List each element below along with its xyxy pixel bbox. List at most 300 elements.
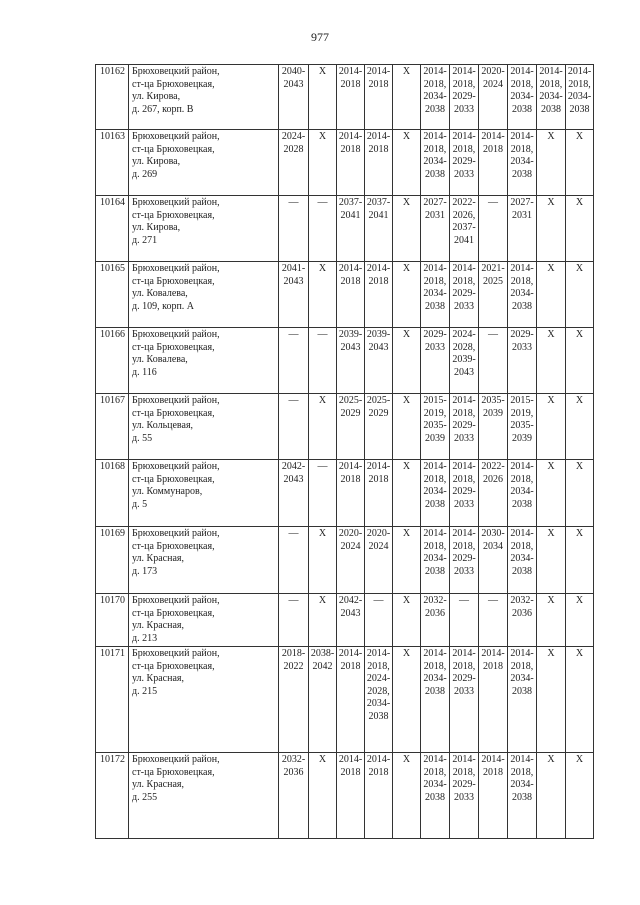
- period-cell-4: [365, 196, 393, 262]
- cell-line: 2025-: [366, 395, 391, 406]
- period-cell-10: [537, 394, 566, 460]
- address-cell: [129, 196, 279, 262]
- cell-line: 2014-: [366, 66, 391, 77]
- cell-line: 2014-: [510, 754, 534, 765]
- cell-line: 2038: [512, 685, 532, 697]
- cell-line: 2034-: [510, 673, 534, 684]
- cell-line: 2018,: [423, 660, 447, 672]
- cell-line: 2034-: [510, 91, 534, 102]
- period-cell-7: [450, 527, 479, 594]
- address-line: д. 271: [132, 234, 158, 246]
- cell-line: 2029-: [510, 329, 534, 340]
- period-cell-5: [393, 196, 421, 262]
- address-line: Брюховецкий район,: [132, 197, 220, 208]
- cell-line: 2039: [512, 432, 532, 444]
- cell-line: 2014-: [366, 131, 391, 142]
- cell-line: 2018: [483, 766, 503, 778]
- period-cell-7: [450, 262, 479, 328]
- cell-line: 2042: [312, 660, 333, 672]
- cell-line: 2014-: [452, 528, 476, 539]
- period-cell-11: [566, 262, 594, 328]
- cell-line: 2024-: [452, 329, 476, 340]
- address-line: д. 173: [132, 565, 158, 577]
- cell-line: X: [402, 648, 411, 659]
- cell-line: 2018,: [452, 473, 476, 485]
- cell-line: X: [575, 329, 584, 340]
- address-line: ул. Кирова,: [132, 156, 181, 167]
- address-line: ст-ца Брюховецкая,: [132, 209, 215, 221]
- period-cell-10: [537, 527, 566, 594]
- cell-line: 2014-: [338, 754, 363, 765]
- cell-line: X: [575, 263, 584, 274]
- address-line: д. 116: [132, 366, 157, 378]
- period-cell-11: [566, 394, 594, 460]
- cell-line: 2035-: [423, 420, 447, 431]
- cell-line: 2043: [283, 78, 304, 90]
- cell-line: 2032-: [281, 754, 306, 765]
- cell-line: —: [317, 329, 328, 340]
- period-cell-8: [479, 262, 508, 328]
- address-line: ул. Коммунаров,: [132, 486, 203, 497]
- cell-line: 2014-: [366, 648, 391, 659]
- cell-line: 2026,: [452, 209, 476, 221]
- table-row: [96, 196, 594, 262]
- period-cell-1: [279, 460, 309, 527]
- period-cell-9: [508, 394, 537, 460]
- object-number-cell: 10169: [96, 527, 129, 594]
- cell-line: 2021-: [481, 263, 505, 274]
- cell-line: 2018: [340, 473, 361, 485]
- cell-line: 2041: [340, 209, 361, 221]
- cell-line: —: [317, 461, 328, 472]
- period-cell-1: [279, 527, 309, 594]
- address-cell: [129, 328, 279, 394]
- period-cell-1: [279, 65, 309, 130]
- address-line: Брюховецкий район,: [132, 329, 220, 340]
- period-cell-3: [337, 527, 365, 594]
- cell-line: X: [402, 263, 411, 274]
- cell-line: —: [373, 595, 384, 606]
- address-line: д. 215: [132, 685, 158, 697]
- table-row: [96, 262, 594, 328]
- address-line: Брюховецкий район,: [132, 131, 220, 142]
- cell-line: 2039-: [452, 354, 476, 365]
- period-cell-8: [479, 594, 508, 647]
- address-line: ст-ца Брюховецкая,: [132, 766, 215, 778]
- cell-line: 2043: [368, 341, 389, 353]
- cell-line: X: [547, 461, 555, 472]
- cell-line: 2014-: [423, 754, 447, 765]
- address-line: ст-ца Брюховецкая,: [132, 407, 215, 419]
- period-cell-9: [508, 647, 537, 753]
- cell-line: 2018: [340, 275, 361, 287]
- table-row: [96, 328, 594, 394]
- cell-line: 2014-: [452, 461, 476, 472]
- cell-line: 2014-: [452, 395, 476, 406]
- table-row: [96, 130, 594, 196]
- cell-line: 2019,: [423, 407, 447, 419]
- period-cell-6: [421, 647, 450, 753]
- cell-line: 2029-: [452, 779, 476, 790]
- cell-line: 2038: [512, 791, 532, 803]
- cell-line: 2043: [283, 473, 304, 485]
- cell-line: 2022-: [452, 197, 476, 208]
- cell-line: 2028,: [452, 341, 476, 353]
- cell-line: 2014-: [338, 461, 363, 472]
- cell-line: 2036: [512, 607, 532, 619]
- cell-line: 2018,: [510, 660, 534, 672]
- period-cell-6: [421, 196, 450, 262]
- address-cell: [129, 394, 279, 460]
- cell-line: 2034-: [423, 553, 447, 564]
- cell-line: 2032-: [423, 595, 447, 606]
- cell-line: 2030-: [481, 528, 505, 539]
- cell-line: 2041-: [281, 263, 306, 274]
- cell-line: 2025: [483, 275, 503, 287]
- period-cell-2: [309, 394, 337, 460]
- cell-line: 2038: [425, 168, 445, 180]
- cell-line: 2014-: [338, 131, 363, 142]
- address-line: ст-ца Брюховецкая,: [132, 341, 215, 353]
- cell-line: 2029-: [452, 420, 476, 431]
- cell-line: 2038: [425, 565, 445, 577]
- cell-line: 2036: [425, 607, 445, 619]
- cell-line: 2018,: [423, 275, 447, 287]
- cell-line: 2018: [483, 660, 503, 672]
- cell-line: 2018,: [423, 766, 447, 778]
- cell-line: X: [547, 197, 555, 208]
- cell-line: 2038: [512, 168, 532, 180]
- cell-line: 2042-: [281, 461, 306, 472]
- period-cell-5: [393, 753, 421, 839]
- address-cell: [129, 527, 279, 594]
- period-cell-4: [365, 65, 393, 130]
- period-cell-2: [309, 460, 337, 527]
- cell-line: X: [402, 131, 411, 142]
- cell-line: 2018,: [423, 78, 447, 90]
- cell-line: 2014-: [423, 648, 447, 659]
- period-cell-6: [421, 65, 450, 130]
- period-cell-3: [337, 753, 365, 839]
- cell-line: 2014-: [452, 66, 476, 77]
- cell-line: X: [318, 66, 327, 77]
- cell-line: 2038: [368, 710, 389, 722]
- period-cell-4: [365, 594, 393, 647]
- cell-line: 2038: [425, 300, 445, 312]
- period-cell-11: [566, 196, 594, 262]
- period-cell-11: [566, 527, 594, 594]
- address-line: д. 255: [132, 791, 158, 803]
- cell-line: 2042-: [338, 595, 363, 606]
- address-line: Брюховецкий район,: [132, 461, 220, 472]
- address-cell: [129, 130, 279, 196]
- period-cell-5: [393, 647, 421, 753]
- cell-line: X: [547, 595, 555, 606]
- period-cell-7: [450, 196, 479, 262]
- address-line: ст-ца Брюховецкая,: [132, 275, 215, 287]
- object-number-cell: 10164: [96, 196, 129, 262]
- address-line: ул. Ковалева,: [132, 354, 188, 365]
- cell-line: 2018,: [452, 766, 476, 778]
- period-cell-9: [508, 196, 537, 262]
- cell-line: 2014-: [481, 131, 505, 142]
- cell-line: 2038: [569, 103, 590, 115]
- address-line: Брюховецкий район,: [132, 528, 220, 539]
- cell-line: 2018,: [568, 78, 591, 90]
- cell-line: 2034-: [366, 698, 391, 709]
- cell-line: 2018,: [510, 275, 534, 287]
- cell-line: 2018,: [452, 275, 476, 287]
- period-cell-3: [337, 328, 365, 394]
- period-cell-10: [537, 262, 566, 328]
- cell-line: X: [402, 528, 411, 539]
- period-cell-3: [337, 130, 365, 196]
- cell-line: 2032-: [510, 595, 534, 606]
- cell-line: 2018: [340, 766, 361, 778]
- address-line: д. 213: [132, 632, 158, 644]
- period-cell-4: [365, 130, 393, 196]
- table-row: [96, 647, 594, 753]
- cell-line: 2037-: [452, 222, 476, 233]
- cell-line: X: [575, 754, 584, 765]
- cell-line: X: [318, 131, 327, 142]
- cell-line: 2018,: [367, 660, 390, 672]
- cell-line: 2018,: [510, 540, 534, 552]
- cell-line: 2033: [454, 565, 474, 577]
- period-cell-2: [309, 527, 337, 594]
- cell-line: 2033: [454, 432, 474, 444]
- cell-line: 2031: [512, 209, 532, 221]
- address-cell: [129, 594, 279, 647]
- address-line: Брюховецкий район,: [132, 648, 220, 659]
- cell-line: X: [575, 131, 584, 142]
- period-cell-6: [421, 130, 450, 196]
- cell-line: 2018: [368, 275, 389, 287]
- cell-line: 2018,: [539, 78, 563, 90]
- cell-line: 2039-: [338, 329, 363, 340]
- cell-line: 2014-: [510, 528, 534, 539]
- period-cell-6: [421, 753, 450, 839]
- cell-line: 2024: [368, 540, 389, 552]
- period-cell-9: [508, 65, 537, 130]
- table-row: [96, 594, 594, 647]
- cell-line: 2038: [425, 685, 445, 697]
- cell-line: X: [402, 197, 411, 208]
- address-line: д. 267, корп. В: [132, 103, 194, 115]
- address-line: ст-ца Брюховецкая,: [132, 143, 215, 155]
- cell-line: X: [318, 528, 327, 539]
- address-line: ст-ца Брюховецкая,: [132, 473, 215, 485]
- cell-line: 2018: [368, 78, 389, 90]
- cell-line: 2018,: [510, 766, 534, 778]
- period-cell-1: [279, 130, 309, 196]
- cell-line: 2043: [340, 607, 361, 619]
- cell-line: 2033: [512, 341, 532, 353]
- cell-line: 2027-: [510, 197, 534, 208]
- period-cell-10: [537, 130, 566, 196]
- period-cell-8: [479, 328, 508, 394]
- cell-line: 2033: [454, 300, 474, 312]
- cell-line: —: [488, 197, 498, 208]
- address-line: Брюховецкий район,: [132, 263, 220, 274]
- cell-line: 2029-: [452, 156, 476, 167]
- cell-line: X: [575, 595, 584, 606]
- period-cell-4: [365, 394, 393, 460]
- period-cell-4: [365, 262, 393, 328]
- address-line: Брюховецкий район,: [132, 754, 220, 765]
- cell-line: 2038: [512, 300, 532, 312]
- cell-line: 2034-: [510, 288, 534, 299]
- period-cell-5: [393, 130, 421, 196]
- cell-line: 2039: [425, 432, 445, 444]
- cell-line: X: [575, 528, 584, 539]
- object-number-cell: 10167: [96, 394, 129, 460]
- cell-line: X: [547, 648, 555, 659]
- cell-line: 2018: [368, 143, 389, 155]
- cell-line: X: [402, 461, 411, 472]
- address-line: ул. Красная,: [132, 673, 184, 684]
- period-cell-7: [450, 394, 479, 460]
- cell-line: 2029: [368, 407, 389, 419]
- cell-line: 2029-: [452, 91, 476, 102]
- period-cell-7: [450, 130, 479, 196]
- address-line: ул. Кирова,: [132, 91, 181, 102]
- cell-line: 2014-: [366, 461, 391, 472]
- period-cell-7: [450, 594, 479, 647]
- cell-line: 2034-: [423, 288, 447, 299]
- cell-line: X: [547, 329, 555, 340]
- cell-line: 2038-: [310, 648, 335, 659]
- cell-line: —: [288, 528, 299, 539]
- period-cell-10: [537, 328, 566, 394]
- cell-line: 2034-: [510, 156, 534, 167]
- period-cell-9: [508, 130, 537, 196]
- cell-line: 2018: [340, 660, 361, 672]
- cell-line: 2014-: [567, 66, 592, 77]
- period-cell-8: [479, 130, 508, 196]
- address-line: д. 269: [132, 168, 158, 180]
- period-cell-4: [365, 460, 393, 527]
- cell-line: X: [547, 263, 555, 274]
- table-row: [96, 753, 594, 839]
- cell-line: 2014-: [338, 648, 363, 659]
- period-cell-10: [537, 196, 566, 262]
- object-number-cell: 10165: [96, 262, 129, 328]
- period-cell-2: [309, 594, 337, 647]
- cell-line: 2034-: [510, 553, 534, 564]
- period-cell-1: [279, 262, 309, 328]
- address-line: д. 5: [132, 498, 148, 510]
- address-line: ул. Кольцевая,: [132, 420, 194, 431]
- cell-line: 2018,: [452, 143, 476, 155]
- cell-line: X: [318, 263, 327, 274]
- cell-line: 2014-: [338, 66, 363, 77]
- period-cell-1: [279, 394, 309, 460]
- period-cell-2: [309, 753, 337, 839]
- period-cell-4: [365, 328, 393, 394]
- cell-line: 2034-: [510, 779, 534, 790]
- period-cell-7: [450, 647, 479, 753]
- cell-line: 2035-: [510, 420, 534, 431]
- address-cell: [129, 262, 279, 328]
- cell-line: 2015-: [423, 395, 447, 406]
- period-cell-9: [508, 594, 537, 647]
- address-cell: [129, 647, 279, 753]
- cell-line: 2024-: [366, 673, 391, 684]
- cell-line: 2014-: [338, 263, 363, 274]
- period-cell-3: [337, 394, 365, 460]
- cell-line: 2028,: [367, 685, 390, 697]
- cell-line: 2043: [340, 341, 361, 353]
- period-cell-2: [309, 130, 337, 196]
- cell-line: 2037-: [338, 197, 363, 208]
- address-line: ул. Красная,: [132, 553, 184, 564]
- cell-line: 2019,: [510, 407, 534, 419]
- cell-line: 2034-: [423, 486, 447, 497]
- period-cell-11: [566, 65, 594, 130]
- cell-line: 2033: [454, 103, 474, 115]
- cell-line: 2041: [368, 209, 389, 221]
- period-cell-11: [566, 460, 594, 527]
- cell-line: X: [575, 648, 584, 659]
- cell-line: 2018,: [423, 143, 447, 155]
- cell-line: 2024: [483, 78, 503, 90]
- period-cell-8: [479, 753, 508, 839]
- cell-line: X: [575, 197, 584, 208]
- period-cell-9: [508, 527, 537, 594]
- page-number: 977: [311, 30, 329, 44]
- cell-line: 2036: [283, 766, 304, 778]
- cell-line: 2018,: [452, 660, 476, 672]
- cell-line: 2024-: [281, 131, 306, 142]
- cell-line: 2037-: [366, 197, 391, 208]
- cell-line: 2020-: [481, 66, 505, 77]
- cell-line: —: [488, 595, 498, 606]
- cell-line: 2029-: [452, 673, 476, 684]
- cell-line: 2034-: [423, 779, 447, 790]
- table-row: [96, 65, 594, 130]
- cell-line: 2014-: [481, 754, 505, 765]
- cell-line: 2033: [454, 791, 474, 803]
- cell-line: —: [488, 329, 498, 340]
- cell-line: 2014-: [452, 131, 476, 142]
- period-cell-7: [450, 65, 479, 130]
- cell-line: 2018: [368, 473, 389, 485]
- period-cell-10: [537, 65, 566, 130]
- address-line: ул. Ковалева,: [132, 288, 188, 299]
- cell-line: —: [288, 395, 299, 406]
- cell-line: 2018,: [423, 540, 447, 552]
- period-cell-6: [421, 262, 450, 328]
- period-cell-6: [421, 594, 450, 647]
- object-number-cell: 10163: [96, 130, 129, 196]
- cell-line: 2014-: [510, 461, 534, 472]
- cell-line: 2043: [283, 275, 304, 287]
- cell-line: 2014-: [366, 754, 391, 765]
- period-cell-2: [309, 328, 337, 394]
- object-number-cell: 10171: [96, 647, 129, 753]
- cell-line: 2033: [425, 341, 445, 353]
- cell-line: 2018,: [510, 143, 534, 155]
- object-number-cell: 10170: [96, 594, 129, 647]
- address-line: д. 109, корп. А: [132, 300, 195, 312]
- address-line: ул. Кирова,: [132, 222, 181, 233]
- period-cell-9: [508, 460, 537, 527]
- cell-line: 2039-: [366, 329, 391, 340]
- cell-line: 2033: [454, 685, 474, 697]
- period-cell-1: [279, 594, 309, 647]
- cell-line: 2039: [483, 407, 503, 419]
